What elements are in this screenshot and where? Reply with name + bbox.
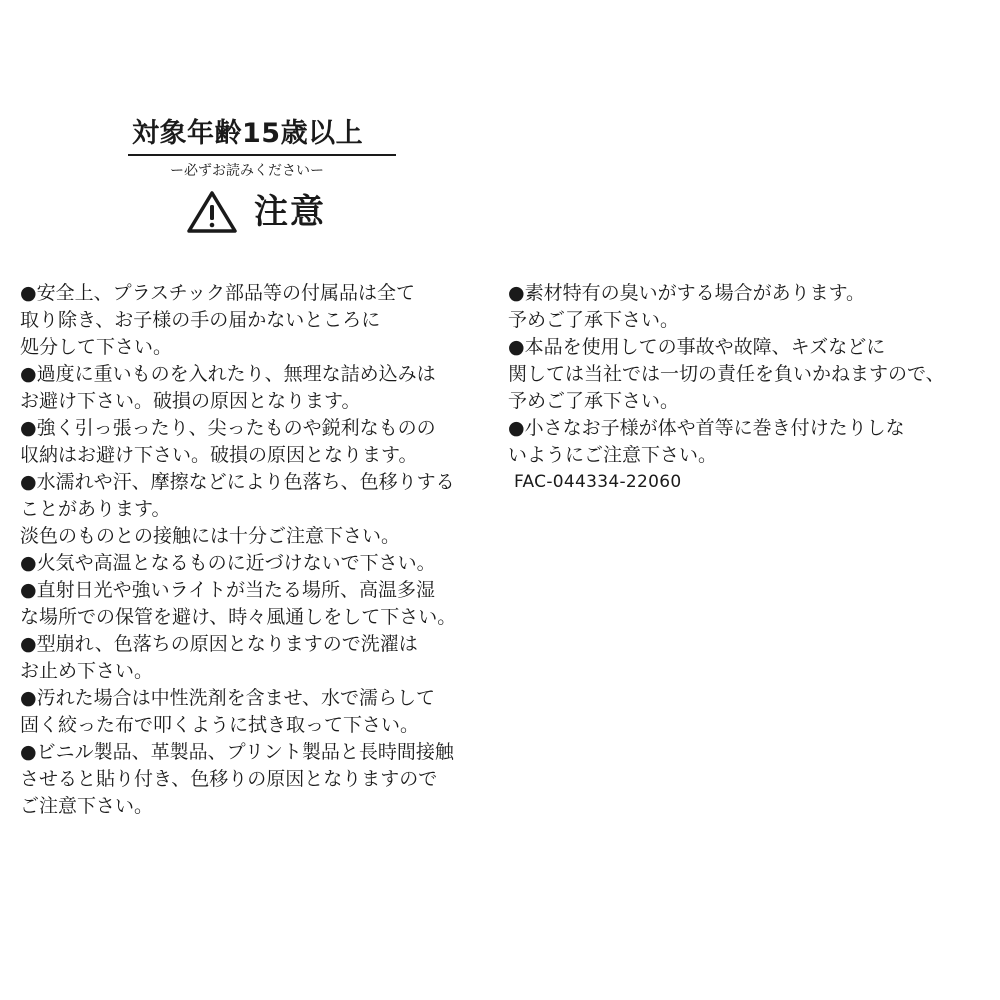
caution-line: ●水濡れや汗、摩擦などにより色落ち、色移りする — [20, 471, 455, 493]
caution-line: 処分して下さい。 — [20, 336, 173, 358]
caution-line: ●型崩れ、色落ちの原因となりますので洗濯は — [20, 633, 418, 655]
caution-line: 予めご了承下さい。 — [508, 390, 680, 412]
age-header — [128, 116, 398, 180]
caution-line: 予めご了承下さい。 — [508, 309, 680, 331]
caution-line: ご注意下さい。 — [20, 795, 154, 817]
caution-line: ●素材特有の臭いがする場合があります。 — [508, 282, 866, 304]
caution-line: ●直射日光や強いライトが当たる場所、高温多湿 — [20, 579, 436, 601]
caution-line: 関しては当社では一切の責任を負いかねますので、 — [508, 363, 945, 385]
caution-line: な場所での保管を避け、時々風通しをして下さい。 — [20, 606, 457, 628]
caution-line: ●火気や高温となるものに近づけないで下さい。 — [20, 552, 436, 574]
caution-line: ●過度に重いものを入れたり、無理な詰め込みは — [20, 363, 436, 385]
caution-line: ことがあります。 — [20, 498, 171, 520]
left-caution-column — [20, 280, 502, 820]
caution-line: 淡色のものとの接触には十分ご注意下さい。 — [20, 525, 401, 547]
age-restriction-title: 対象年齢15歳以上 — [132, 118, 364, 149]
caution-line: 固く絞った布で叩くように拭き取って下さい。 — [20, 714, 420, 736]
caution-line: ●小さなお子様が体や首等に巻き付けたりしな — [508, 417, 905, 439]
caution-title: 注意 — [254, 192, 326, 232]
product-code: FAC-044334-22060 — [514, 472, 682, 492]
caution-line: ●本品を使用しての事故や故障、キズなどに — [508, 336, 886, 358]
caution-line: ●汚れた場合は中性洗剤を含ませ、水で濡らして — [20, 687, 436, 709]
title-underline — [128, 154, 396, 156]
must-read-note: ー必ずお読みくださいー — [170, 163, 324, 179]
right-caution-column — [508, 280, 996, 496]
caution-line: お止め下さい。 — [20, 660, 154, 682]
caution-heading — [186, 190, 326, 234]
caution-line: させると貼り付き、色移りの原因となりますので — [20, 768, 438, 790]
caution-line: いようにご注意下さい。 — [508, 444, 718, 466]
caution-line: お避け下さい。破損の原因となります。 — [20, 390, 361, 412]
caution-line: ●強く引っ張ったり、尖ったものや鋭利なものの — [20, 417, 436, 439]
caution-line: 取り除き、お子様の手の届かないところに — [20, 309, 381, 331]
caution-line: 収納はお避け下さい。破損の原因となります。 — [20, 444, 418, 466]
caution-line: ●ビニル製品、革製品、プリント製品と長時間接触 — [20, 741, 454, 763]
caution-line: ●安全上、プラスチック部品等の付属品は全て — [20, 282, 416, 304]
warning-triangle-icon — [186, 190, 238, 234]
